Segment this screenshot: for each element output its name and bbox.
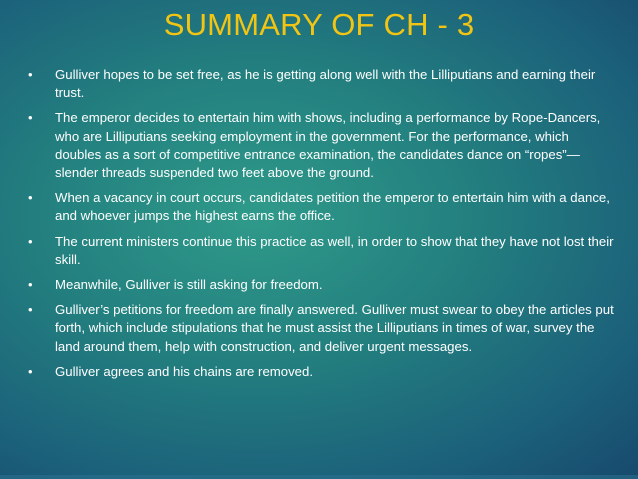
bullet-marker: • (28, 190, 33, 206)
bullet-marker: • (28, 277, 33, 293)
bullet-item (28, 66, 614, 102)
bullet-text: The emperor decides to entertain him with shows, including a performance by Rope-Dancers, who are Lilliputians seeking employment in the government. For the performance, which doubles as a sort of competitive entrance examination, the candidates dance on “ropes”—slender threads suspended two feet above the ground. (55, 110, 601, 181)
bullet-marker: • (28, 302, 33, 318)
bottom-accent-bar (0, 475, 638, 479)
bullet-item (28, 363, 614, 381)
bullet-item (28, 109, 614, 182)
slide-title: SUMMARY OF CH - 3 (163, 7, 475, 42)
bullet-item (28, 233, 614, 269)
bullet-item (28, 189, 614, 225)
bullet-text: Gulliver hopes to be set free, as he is getting along well with the Lilliputians and earning their trust. (55, 67, 596, 101)
bullet-list (28, 66, 614, 388)
bullet-marker: • (28, 110, 33, 126)
bullet-text: Gulliver’s petitions for freedom are finally answered. Gulliver must swear to obey the articles put forth, which include stipulations that he must assist the Lilliputians in times of war, survey the land around them, help with construction, and deliver urgent messages. (55, 302, 614, 354)
bullet-text: The current ministers continue this practice as well, in order to show that they have not lost their skill. (55, 233, 614, 267)
bullet-marker: • (28, 67, 33, 82)
bullet-marker: • (28, 363, 33, 379)
bullet-text: Gulliver agrees and his chains are removed. (55, 363, 314, 379)
bullet-marker: • (28, 233, 33, 249)
bullet-text: When a vacancy in court occurs, candidates petition the emperor to entertain him with a dance, and whoever jumps the highest earns the office. (55, 190, 610, 224)
bullet-item (28, 301, 614, 356)
bullet-text: Meanwhile, Gulliver is still asking for freedom. (55, 277, 323, 293)
bullet-item (28, 276, 614, 294)
